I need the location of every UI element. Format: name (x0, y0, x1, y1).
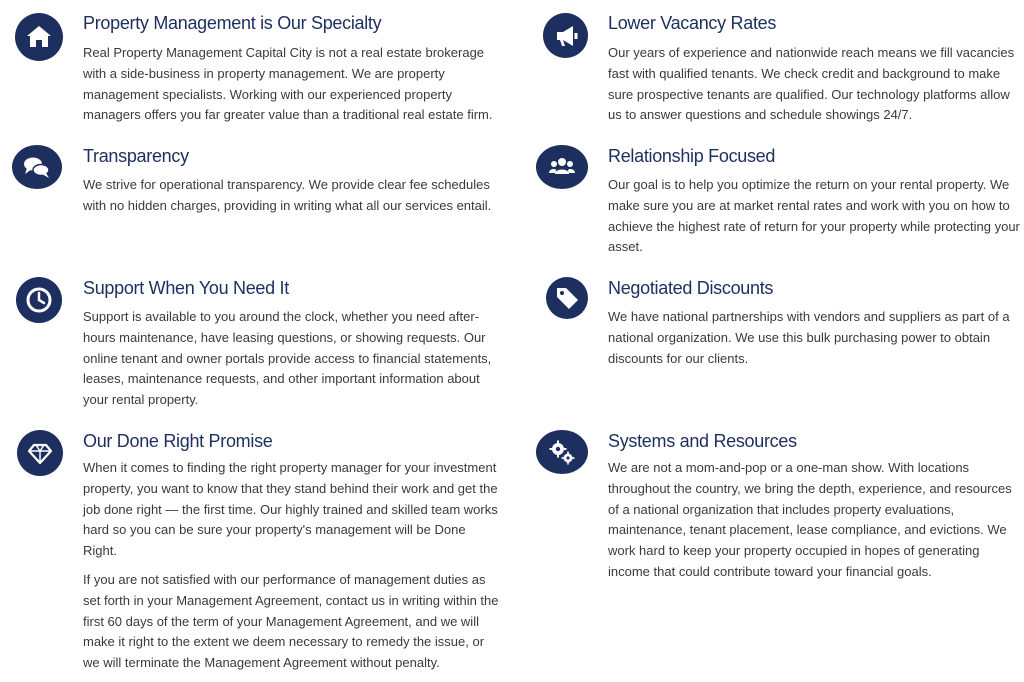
home-icon (15, 13, 63, 61)
feature-paragraph: We have national partnerships with vendors and suppliers as part of a national organization. We use this bulk purchasing power to obtain discounts for our clients. (608, 309, 1010, 366)
chat-bubbles-icon (12, 145, 62, 189)
price-tag-icon (546, 277, 588, 319)
feature-description (608, 43, 1020, 134)
people-group-icon (536, 145, 588, 189)
feature-paragraph: When it comes to finding the right property manager for your investment property, you want to know that they stand behind their work and get the job done right — the first time. Our highly trained and skilled team works hard so you can be sure your property's management will be Done Right. (83, 460, 498, 559)
feature-title: Property Management is Our Specialty (83, 13, 382, 33)
clock-icon (16, 277, 62, 323)
feature-description (83, 43, 503, 134)
feature-title: Support When You Need It (83, 278, 289, 298)
feature-paragraph: We strive for operational transparency. We provide clear fee schedules with no hidden charges, providing in writing what all our services entail. (83, 177, 492, 213)
feature-paragraph: We are not a mom-and-pop or a one-man show. With locations throughout the country, we bring the depth, experience, and resources of a national organization that includes property evaluations, maintenance, tenant placement, lease compliance, and evictions. We work hard to keep your property occupied in hopes of generating income that could contribute toward your financial goals. (608, 460, 1012, 579)
feature-description (608, 307, 1020, 377)
feature-description (608, 458, 1020, 591)
feature-title: Lower Vacancy Rates (608, 13, 777, 33)
feature-title: Transparency (83, 146, 189, 166)
feature-title: Negotiated Discounts (608, 278, 774, 298)
feature-description (83, 307, 503, 419)
gears-icon (536, 430, 588, 474)
feature-paragraph: Our goal is to help you optimize the return on your rental property. We make sure you are at market rental rates and work with you on how to achieve the highest rate of return for your property while protecting your asset. (608, 177, 1020, 255)
feature-paragraph: If you are not satisfied with our performance of management duties as set forth in your Management Agreement, contact us in writing within the first 60 days of the term of your Management Agreement, and we will make it right to the extent we deem necessary to remedy the issue, or we will terminate the Management Agreement without penalty. (83, 571, 499, 671)
feature-title: Our Done Right Promise (83, 431, 273, 451)
feature-paragraph: Real Property Management Capital City is not a real estate brokerage with a side-business in property management. We are property management specialists. Working with our experienced property managers offers you far greater value than a traditional real estate firm. (83, 45, 493, 123)
diamond-icon (17, 430, 63, 476)
feature-title: Systems and Resources (608, 431, 797, 451)
feature-description (83, 458, 503, 682)
feature-paragraph: Our years of experience and nationwide reach means we fill vacancies fast with qualified tenants. We check credit and background to make sure prospective tenants are qualified. Our technology platforms allow us to answer questions and schedule showings 24/7. (608, 45, 1015, 123)
feature-title: Relationship Focused (608, 146, 776, 166)
feature-paragraph: Support is available to you around the clock, whether you need after-hours maintenance, have leasing questions, or showing requests. Our online tenant and owner portals provide access to financial statements, leases, maintenance requests, and other important information about your rental property. (83, 309, 492, 408)
megaphone-icon (543, 13, 588, 58)
feature-description (608, 175, 1020, 266)
feature-description (83, 175, 503, 225)
